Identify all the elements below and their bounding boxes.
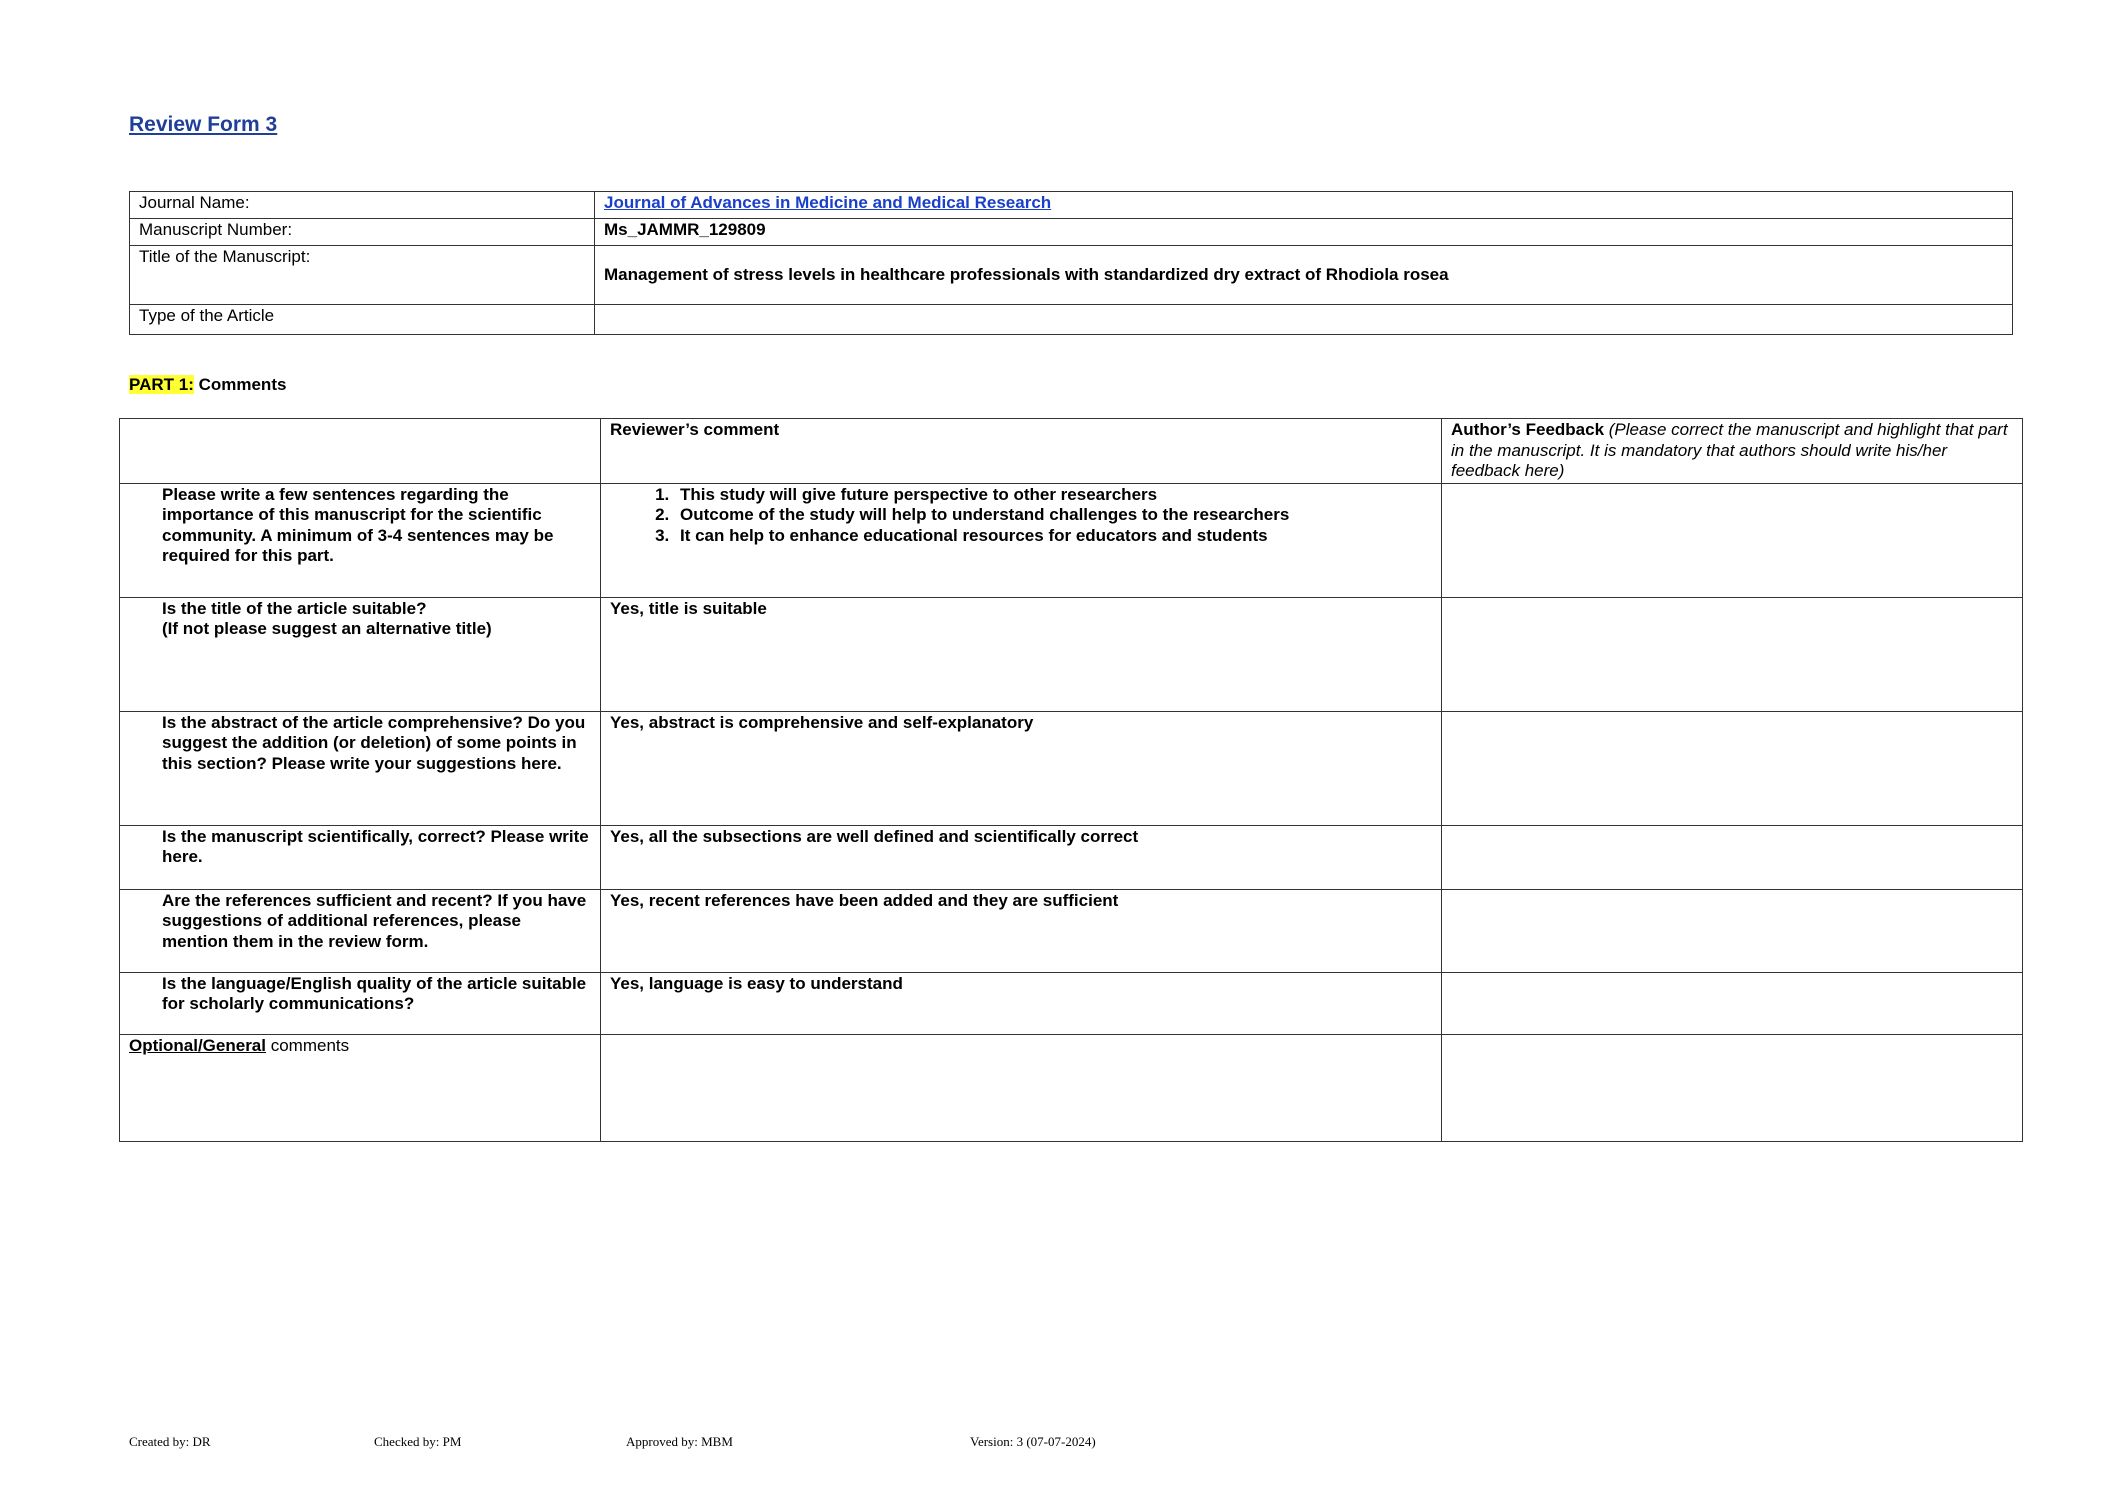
list-item: 3. It can help to enhance educational resources for educators and students bbox=[674, 526, 1432, 547]
manuscript-number-value: Ms_JAMMR_129809 bbox=[595, 219, 2013, 246]
author-feedback-header bbox=[1442, 419, 2023, 484]
reviewer-comment-header: Reviewer’s comment bbox=[601, 419, 1442, 484]
reviewer-comment-abstract[interactable]: Yes, abstract is comprehensive and self-explanatory bbox=[601, 711, 1442, 825]
part1-label: PART 1: bbox=[129, 375, 194, 394]
table-row bbox=[120, 972, 2023, 1034]
reviewer-optional-comment[interactable] bbox=[601, 1034, 1442, 1141]
author-feedback-cell[interactable] bbox=[1442, 597, 2023, 711]
table-row bbox=[120, 889, 2023, 972]
question-abstract: Is the abstract of the article comprehensive? Do you suggest the addition (or deletion) of some points in this section? Please write your suggestions here. bbox=[120, 711, 601, 825]
author-feedback-cell[interactable] bbox=[1442, 711, 2023, 825]
author-feedback-cell[interactable] bbox=[1442, 1034, 2023, 1141]
reviewer-comment-scientific[interactable]: Yes, all the subsections are well defined and scientifically correct bbox=[601, 825, 1442, 889]
author-feedback-title: Author’s Feedback bbox=[1451, 420, 1605, 439]
article-type-label: Type of the Article bbox=[130, 305, 595, 335]
question-importance: Please write a few sentences regarding the importance of this manuscript for the scientific community. A minimum of 3-4 sentences may be required for this part. bbox=[120, 483, 601, 597]
manuscript-title-value: Management of stress levels in healthcare professionals with standardized dry extract of Rhodiola rosea bbox=[595, 246, 2013, 305]
journal-label: Journal Name: bbox=[130, 192, 595, 219]
general-word: /General bbox=[197, 1035, 266, 1055]
footer-version: Version: 3 (07-07-2024) bbox=[970, 1434, 1096, 1449]
reviewer-comment-title[interactable]: Yes, title is suitable bbox=[601, 597, 1442, 711]
reviewer-comment-references[interactable]: Yes, recent references have been added and they are sufficient bbox=[601, 889, 1442, 972]
question-scientific: Is the manuscript scientifically, correct? Please write here. bbox=[120, 825, 601, 889]
table-row bbox=[120, 825, 2023, 889]
journal-value bbox=[595, 192, 2013, 219]
empty-header-cell bbox=[120, 419, 601, 484]
form-title[interactable]: Review Form 3 bbox=[129, 113, 278, 136]
manuscript-number-label: Manuscript Number: bbox=[130, 219, 595, 246]
reviewer-comment-importance[interactable] bbox=[601, 483, 1442, 597]
comments-word: comments bbox=[266, 1035, 350, 1055]
author-feedback-cell[interactable] bbox=[1442, 483, 2023, 597]
manuscript-title-label: Title of the Manuscript: bbox=[130, 246, 595, 305]
author-feedback-cell[interactable] bbox=[1442, 972, 2023, 1034]
table-row bbox=[120, 483, 2023, 597]
footer-approved-by: Approved by: MBM bbox=[626, 1434, 733, 1449]
optional-word: Optional bbox=[129, 1035, 198, 1055]
author-feedback-cell[interactable] bbox=[1442, 825, 2023, 889]
question-language: Is the language/English quality of the article suitable for scholarly communications? bbox=[120, 972, 601, 1034]
table-row bbox=[120, 1034, 2023, 1141]
list-item: 2. Outcome of the study will help to understand challenges to the researchers bbox=[674, 505, 1432, 526]
list-item: 1. This study will give future perspective to other researchers bbox=[674, 485, 1432, 506]
table-row bbox=[120, 597, 2023, 711]
review-comments-table bbox=[119, 418, 2023, 1142]
manuscript-info-table bbox=[129, 191, 2013, 335]
footer-checked-by: Checked by: PM bbox=[374, 1434, 462, 1449]
author-feedback-instructions: (Please correct the manuscript and highlight that part in the manuscript. It is mandatory that authors should write his/her feedback here) bbox=[1451, 420, 2008, 480]
footer-created-by: Created by: DR bbox=[129, 1434, 211, 1449]
table-header-row bbox=[120, 419, 2023, 484]
article-type-value[interactable] bbox=[595, 305, 2013, 335]
author-feedback-cell[interactable] bbox=[1442, 889, 2023, 972]
part1-rest: Comments bbox=[193, 375, 287, 394]
importance-list bbox=[610, 485, 1432, 547]
table-row bbox=[120, 711, 2023, 825]
journal-link[interactable]: Journal of Advances in Medicine and Medical Research bbox=[604, 193, 1052, 212]
optional-comments-label bbox=[120, 1034, 601, 1141]
part1-heading bbox=[129, 375, 286, 395]
reviewer-comment-language[interactable]: Yes, language is easy to understand bbox=[601, 972, 1442, 1034]
question-references: Are the references sufficient and recent? If you have suggestions of additional references, please mention them in the review form. bbox=[120, 889, 601, 972]
question-title: Is the title of the article suitable? (If not please suggest an alternative title) bbox=[120, 597, 601, 711]
